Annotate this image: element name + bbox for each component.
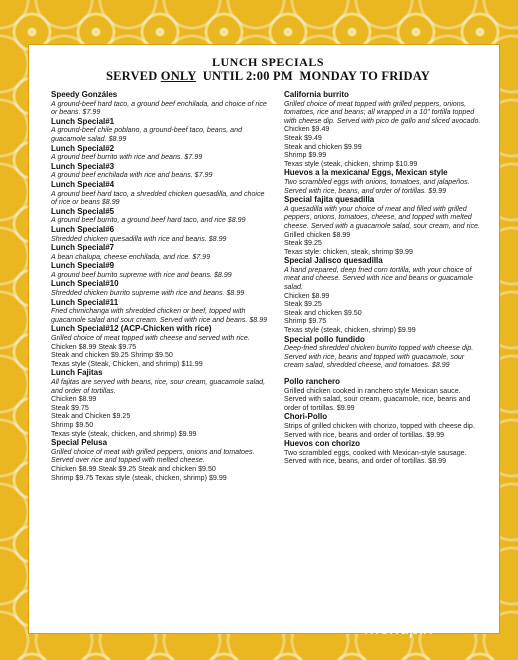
menu-item-price: Shrimp $9.50 bbox=[51, 420, 94, 429]
menu-item-price: Steak and chicken $9.50 bbox=[284, 308, 362, 317]
menu-item-description: A ground beef enchilada with rice and beans. $7.99 bbox=[51, 171, 213, 180]
menu-item-description: A bean chalupa, cheese enchilada, and rice. $7.99 bbox=[51, 252, 211, 261]
menu-item bbox=[51, 207, 268, 225]
menu-item-name: Lunch Fajitas bbox=[51, 368, 103, 378]
menu-item-price: Shrimp $9.75 Texas style (steak, chicken, shrimp) $9.99 bbox=[51, 473, 227, 482]
menu-item bbox=[51, 279, 268, 297]
menu-subtitle: SERVED ONLY UNTIL 2:00 PM MONDAY TO FRIDAY bbox=[105, 69, 431, 83]
menu-item-description: A ground-beef hard taco, a ground beef enchilada, and choice of rice or beans. $7.99 bbox=[51, 99, 267, 117]
menu-item-price: Texas style (steak, chicken, and shrimp) $9.99 bbox=[51, 429, 197, 438]
menu-item bbox=[51, 261, 268, 279]
menu-item-name: Speedy Gonzáles bbox=[51, 90, 118, 99]
menu-item-price: Steak $9.25 bbox=[284, 300, 322, 309]
menu-item-description: A ground beef burrito with rice and beans. $7.99 bbox=[51, 153, 203, 162]
menu-item bbox=[51, 180, 268, 207]
menu-item-description: Grilled choice of meat topped with grilled peppers, onions, tomatoes, rice and beans; all wrapped in a 10" tortilla topped with cheese dip. Served with pico de gallo and sliced avocado. bbox=[284, 99, 481, 125]
menu-item bbox=[51, 162, 268, 180]
right-column bbox=[284, 90, 484, 482]
menu-item-name: Lunch Special#5 bbox=[51, 206, 115, 216]
menu-item bbox=[51, 298, 268, 325]
menu-item-price: Steak $9.75 bbox=[51, 403, 89, 412]
menu-item bbox=[51, 368, 268, 438]
menu-item bbox=[284, 256, 484, 334]
menu-item bbox=[51, 117, 268, 144]
menu-item-price: Steak $9.49 bbox=[284, 133, 322, 142]
menu-item-name: Special Pelusa bbox=[51, 438, 108, 448]
left-column bbox=[51, 90, 268, 482]
watermark-logo: menupix bbox=[365, 618, 434, 638]
menu-item-price: Chicken $8.99 bbox=[284, 291, 330, 300]
menu-item-price: Steak and chicken $9.99 bbox=[284, 142, 362, 151]
menu-item bbox=[51, 438, 268, 482]
menu-item-name: California burrito bbox=[284, 90, 349, 99]
menu-item-description: Grilled choice of meat with grilled peppers, onions and tomatoes. Served over rice and topped with melted cheese. bbox=[51, 447, 255, 465]
menu-item bbox=[284, 195, 484, 256]
menu-item-name: Lunch Special#9 bbox=[51, 261, 115, 271]
menu-item-description: A ground beef hard taco, a shredded chicken quesadilla, and choice of rice or beans $8.99 bbox=[51, 189, 265, 207]
menu-item-name: Lunch Special#2 bbox=[51, 143, 115, 153]
menu-item-description: Grilled chicken cooked in ranchero style Mexican sauce. Served with salad, sour cream, guacamole, rice, beans and order of tortillas. $9.99 bbox=[284, 386, 471, 412]
menu-item-description: Two scrambled eggs, cooked with Mexican-style sausage. Served with rice, beans, and order of tortillas. $8.99 bbox=[284, 448, 467, 466]
menu-item-name: Lunch Special#6 bbox=[51, 224, 115, 234]
menu-item-name: Lunch Special#10 bbox=[51, 279, 119, 289]
menu-item-name: Lunch Special#1 bbox=[51, 116, 115, 126]
menu-item-description: Strips of grilled chicken with chorizo, topped with cheese dip. Served with rice, beans and order of tortillas. $9.99 bbox=[284, 421, 475, 439]
menu-item-price: Chicken $8.99 bbox=[51, 395, 97, 404]
menu-item-description: A quesadilla with your choice of meat and filled with grilled peppers, onions, tomatoes, cheese, and topped with melted cheese. Served with a guacamole salad, sour cream, and rice. bbox=[284, 204, 480, 230]
menu-item-name: Lunch Special#4 bbox=[51, 179, 115, 189]
menu-item-description: Grilled choice of meat topped with cheese and served with rice. bbox=[51, 334, 250, 343]
menu-item-price: Steak $9.25 bbox=[284, 239, 322, 248]
menu-item-description: Two scrambled eggs with onions, tomatoes, and jalapeños. Served with rice, beans, and order of tortillas. $9.99 bbox=[284, 177, 470, 195]
menu-item-price: Grilled chicken $8.99 bbox=[284, 230, 351, 239]
menu-item-price: Texas style: chicken, steak, shrimp $9.99 bbox=[284, 247, 413, 256]
menu-item-name: Lunch Special#11 bbox=[51, 297, 119, 307]
menu-item-description: Fried chimichanga with shredded chicken or beef, topped with guacamole salad and sour cream. Served with rice and beans. $8.99 bbox=[51, 307, 268, 324]
menu-item-price: Chicken $9.49 bbox=[284, 125, 330, 134]
menu-item bbox=[51, 144, 268, 162]
menu-item-description: A ground beef burrito, a ground beef hard taco, and rice $8.99 bbox=[51, 216, 246, 225]
menu-item-description: Shredded chicken quesadilla with rice and beans. $8.99 bbox=[51, 234, 227, 243]
menu-item-description: A ground beef burrito supreme with rice and beans. $8.99 bbox=[51, 270, 232, 279]
spacer bbox=[284, 370, 484, 377]
menu-item-price: Steak and chicken $9.25 Shrimp $9.50 bbox=[51, 351, 173, 360]
menu-item-price: Texas style (steak, chicken, shrimp) $9.99 bbox=[284, 326, 416, 335]
menu-item-name: Special Jalisco quesadilla bbox=[284, 256, 383, 266]
menu-card bbox=[28, 44, 500, 634]
menu-item-price: Chicken $8.99 Steak $9.75 bbox=[51, 342, 137, 351]
menu-item-price: Texas style (steak, chicken, shrimp $10.99 bbox=[284, 159, 418, 168]
menu-header bbox=[51, 55, 485, 84]
menu-item bbox=[284, 377, 484, 412]
menu-item-name: Huevos a la mexicana/ Eggs, Mexican style bbox=[284, 168, 448, 178]
menu-item-name: Pollo ranchero bbox=[284, 377, 341, 386]
menu-item bbox=[51, 243, 268, 261]
menu-item bbox=[284, 90, 484, 168]
menu-item-name: Chori-Pollo bbox=[284, 412, 328, 422]
menu-item bbox=[51, 225, 268, 243]
menu-item-description: A hand prepared, deep fried corn tortilla, with your choice of meat and cheese. Served with rice and beans or guacamole salad. bbox=[284, 265, 473, 292]
menu-item bbox=[284, 168, 484, 195]
menu-item bbox=[284, 412, 484, 439]
menu-item-name: Huevos con chorizo bbox=[284, 439, 361, 449]
menu-item bbox=[51, 324, 268, 368]
menu-item-price: Shrimp $9.75 bbox=[284, 317, 327, 326]
menu-item-name: Lunch Special#12 (ACP-Chicken with rice) bbox=[51, 324, 212, 334]
menu-item bbox=[51, 90, 268, 117]
menu-item bbox=[284, 439, 484, 466]
menu-item-description: Shredded chicken burrito supreme with rice and beans. $8.99 bbox=[51, 289, 245, 298]
menu-item-description: A ground-beef chile poblano, a ground-beef taco, beans, and guacamole salad. $8.99 bbox=[51, 126, 243, 143]
menu-item-name: Lunch Special#7 bbox=[51, 243, 115, 253]
menu-item-name: Special pollo fundido bbox=[284, 334, 365, 344]
menu-item-name: Special fajita quesadilla bbox=[284, 195, 375, 205]
menu-item-price: Chicken $8.99 Steak $9.25 Steak and chicken $9.50 bbox=[51, 464, 216, 473]
menu-item-description: All fajitas are served with beans, rice, sour cream, guacamole salad, and order of tortillas. bbox=[51, 378, 266, 395]
menu-title: LUNCH SPECIALS bbox=[211, 55, 325, 69]
menu-item-price: Texas style (Steak, Chicken, and shrimp) $11.99 bbox=[51, 359, 203, 368]
menu-item-description: Deep-fried shredded chicken burrito topped with cheese dip. Served with rice, beans and topped with guacamole, sour cream salad, shredded cheese, and tomatoes. $8.99 bbox=[284, 344, 474, 370]
menu-item-name: Lunch Special#3 bbox=[51, 161, 115, 171]
menu-item-price: Steak and Chicken $9.25 bbox=[51, 412, 131, 421]
menu-item-price: Shrimp $9.99 bbox=[284, 151, 327, 160]
menu-item bbox=[284, 335, 484, 370]
